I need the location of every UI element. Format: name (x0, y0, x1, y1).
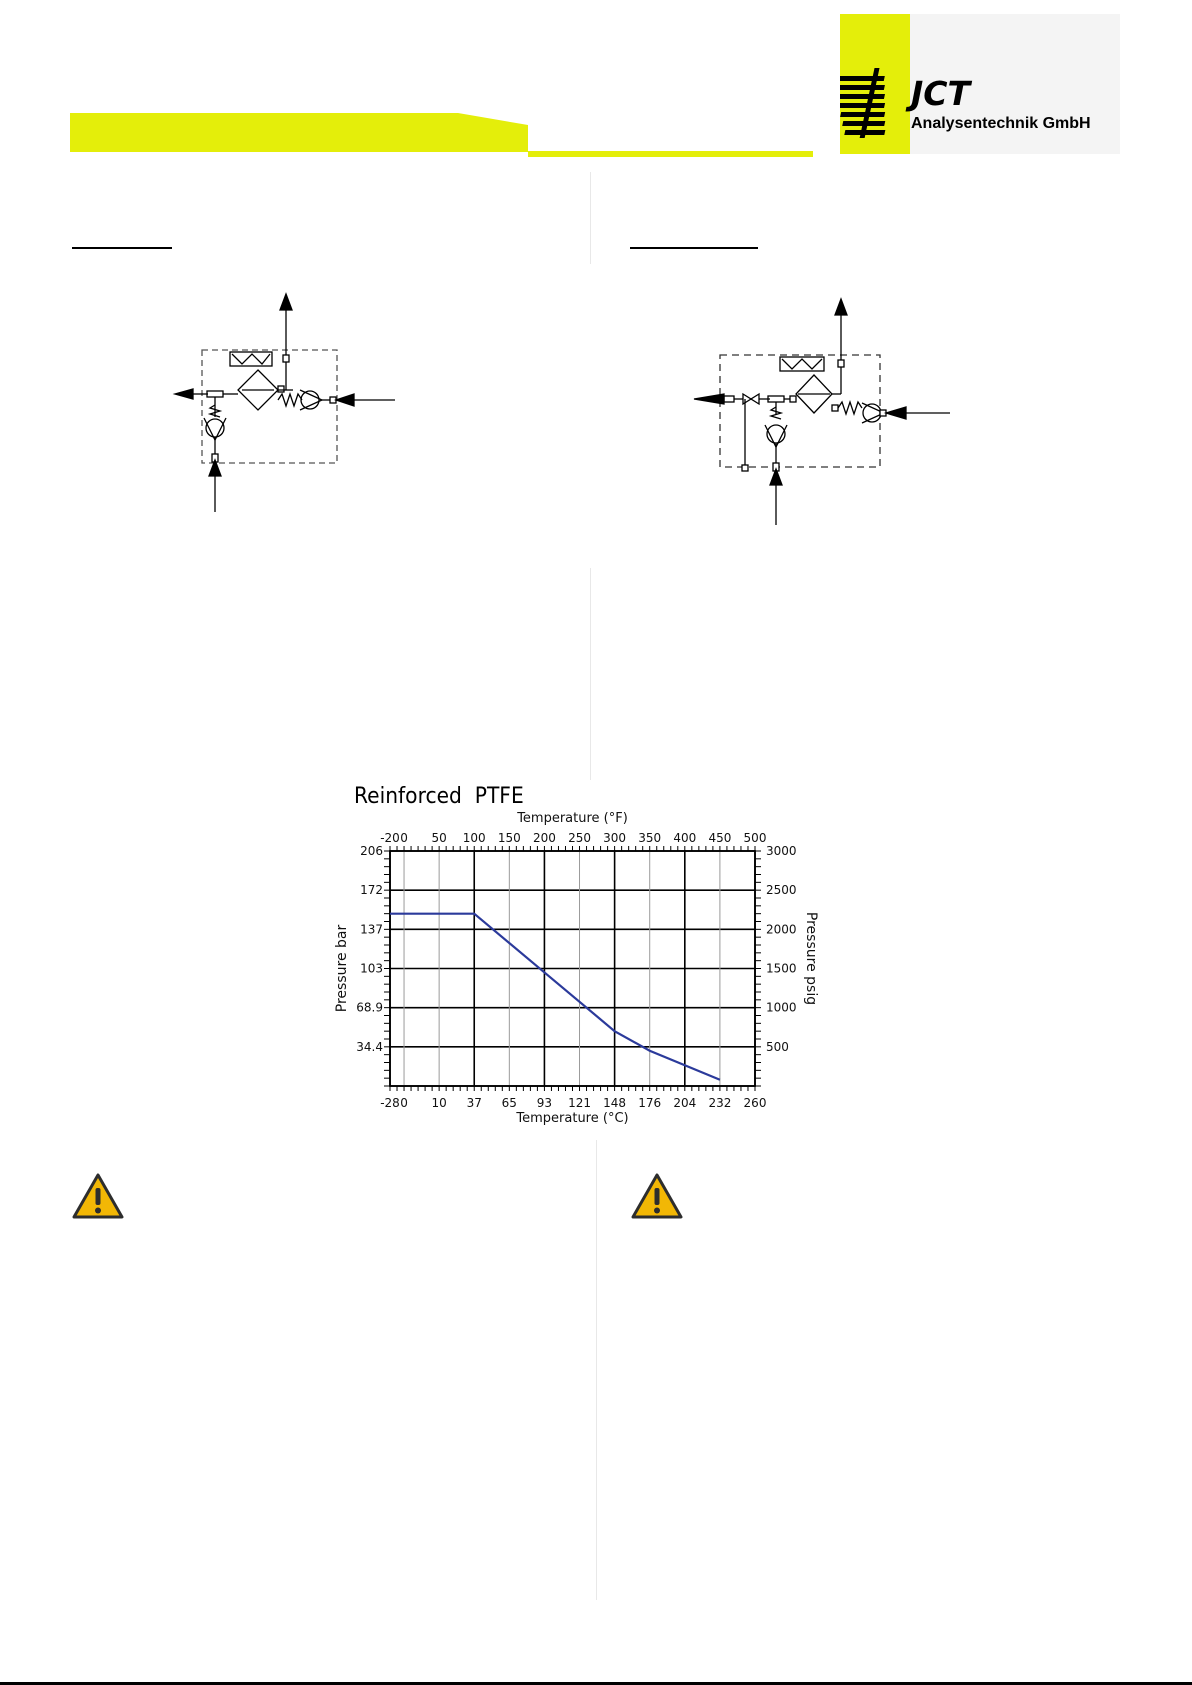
chart-y-left-tick-label: 34.4 (356, 1039, 383, 1054)
chart-x-top-tick-label: 400 (673, 831, 697, 845)
left-flow-schematic (160, 290, 420, 520)
chart-x-bottom-tick-label: 121 (568, 1096, 591, 1110)
chart-x-bottom-tick-label: 232 (708, 1096, 732, 1110)
chart-x-top-tick-label: -20 (380, 831, 400, 845)
chart-y-right-tick-label: 500 (766, 1039, 789, 1054)
pressure-temperature-chart (330, 808, 830, 1138)
chart-title: Reinforced PTFE (354, 784, 524, 809)
column-divider-middle (590, 568, 591, 780)
chart-x-top-tick-label: 50 (431, 831, 447, 845)
logo-subtitle: Analysentechnik GmbH (911, 115, 1091, 132)
chart-x-top-axis-label: Temperature (°F) (517, 811, 628, 826)
chart-x-bottom-tick-label: 93 (536, 1096, 553, 1110)
chart-x-bottom-axis-label: Temperature (°C) (516, 1111, 629, 1126)
chart-x-bottom-tick-label: 65 (501, 1096, 517, 1110)
chart-x-bottom-tick-label: 37 (466, 1096, 482, 1110)
chart-y-left-tick-label: 137 (360, 922, 383, 937)
chart-x-bottom-tick-label: 260 (743, 1096, 767, 1110)
company-logo (840, 14, 1120, 154)
chart-y-left-tick-label: 206 (360, 844, 383, 858)
chart-y-left-tick-label: 103 (360, 961, 383, 976)
column-divider-top (590, 172, 591, 264)
chart-y-left-tick-label: 68.9 (356, 1000, 383, 1015)
chart-y-left-axis-label: Pressure bar (334, 924, 350, 1013)
chart-x-top-tick-label: 100 (462, 831, 486, 845)
left-heading-underline (72, 247, 172, 249)
chart-y-left-tick-label: 172 (360, 883, 383, 898)
right-flow-schematic (690, 295, 970, 535)
chart-x-bottom-tick-label: 176 (638, 1096, 662, 1110)
chart-x-bottom-tick-label: 0 (400, 1096, 408, 1110)
chart-x-bottom-tick-label: 148 (603, 1096, 627, 1110)
chart-y-right-tick-label: 2000 (766, 922, 797, 937)
chart-x-bottom-tick-label: 10 (431, 1096, 447, 1110)
chart-x-top-tick-label: 200 (532, 831, 556, 845)
warning-triangle-icon (72, 1172, 124, 1220)
chart-x-bottom-tick-label: 204 (673, 1096, 697, 1110)
chart-y-right-tick-label: 2500 (766, 883, 797, 898)
chart-x-top-tick-label: 350 (638, 831, 662, 845)
warning-triangle-icon (631, 1172, 683, 1220)
chart-x-top-tick-label: 250 (568, 831, 591, 845)
chart-x-top-tick-label: 0 (400, 831, 408, 845)
chart-y-right-tick-label: 3000 (766, 844, 797, 858)
right-heading-underline (630, 247, 758, 249)
column-divider-bottom (596, 1140, 597, 1600)
chart-x-top-tick-label: 500 (743, 831, 767, 845)
chart-y-right-axis-label: Pressure psig (803, 911, 819, 1006)
chart-x-top-tick-label: 150 (497, 831, 521, 845)
logo-title: JCT (911, 74, 971, 113)
chart-x-top-tick-label: 300 (603, 831, 627, 845)
chart-y-right-tick-label: 1500 (766, 961, 797, 976)
chart-x-bottom-tick-label: -28 (380, 1096, 400, 1110)
logo-stripes-icon (840, 14, 910, 154)
chart-x-top-tick-label: 450 (708, 831, 732, 845)
chart-y-right-tick-label: 1000 (766, 1000, 797, 1015)
